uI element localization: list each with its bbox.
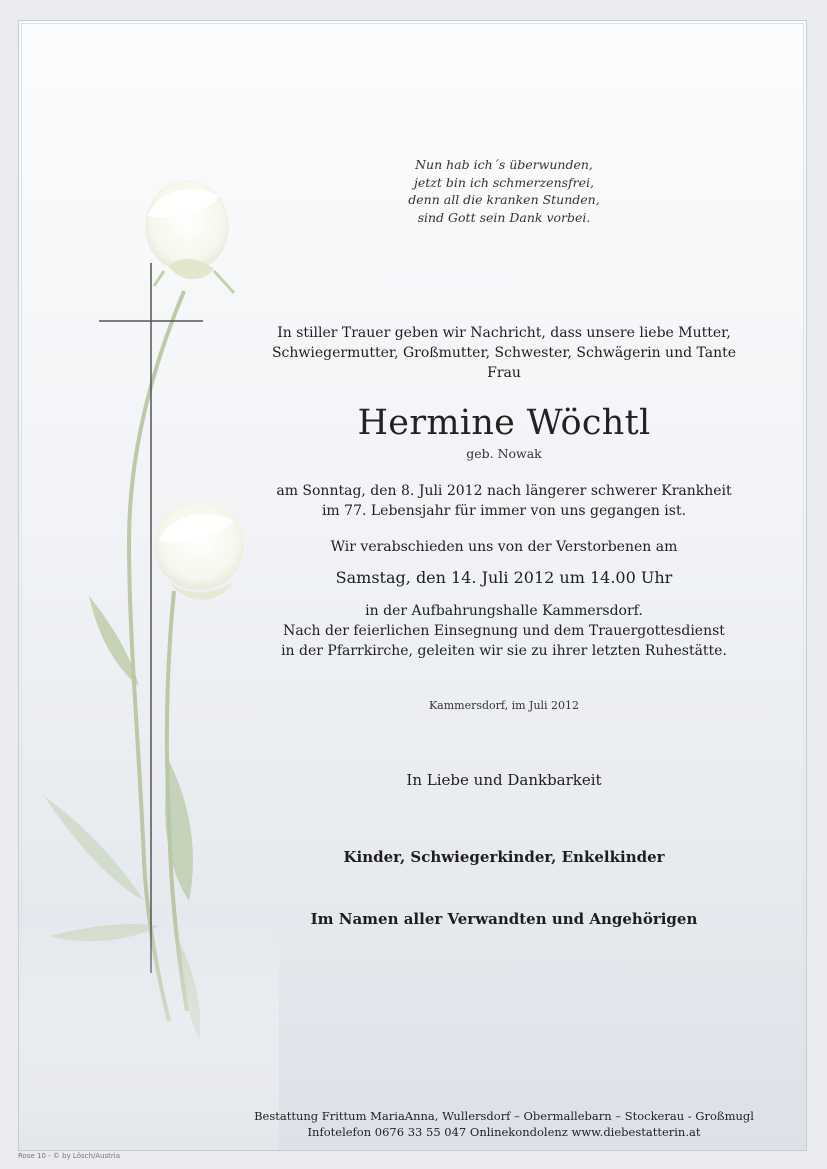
leaf [44, 796, 144, 901]
place-date: Kammersdorf, im Juli 2012 [428, 699, 580, 712]
closing-phrase: In Liebe und Dankbarkeit [406, 771, 602, 789]
deceased-name: Hermine Wöchtl [357, 403, 651, 443]
poem [249, 156, 759, 226]
venue-line: Nach der feierlichen Einsegnung und dem Trauergottesdienst [283, 623, 725, 639]
poem-line: sind Gott sein Dank vorbei. [417, 209, 591, 225]
announcement-line: In stiller Trauer geben wir Nachricht, dass unsere liebe Mutter, [277, 325, 731, 341]
poem-line: jetzt bin ich schmerzensfrei, [413, 174, 595, 190]
poem-line: Nun hab ich´s überwunden, [415, 157, 593, 172]
funeral-date: Samstag, den 14. Juli 2012 um 14.00 Uhr [335, 568, 673, 587]
farewell-intro: Wir verabschieden uns von der Verstorbenen am [330, 539, 678, 555]
birth-name: geb. Nowak [466, 446, 542, 461]
rose-bloom-upper [145, 180, 234, 293]
announcement [249, 323, 759, 383]
poem-line: denn all die kranken Stunden, [408, 192, 600, 207]
rose-illustration [19, 21, 279, 1150]
announcement-line: Frau [487, 365, 521, 381]
mourners-family: Kinder, Schwiegerkinder, Enkelkinder [343, 848, 665, 866]
death-notice-line: im 77. Lebensjahr für immer von uns gegangen ist. [321, 503, 687, 519]
venue-line: in der Pfarrkirche, geleiten wir sie zu ihrer letzten Ruhestätte. [281, 643, 727, 659]
venue-line: in der Aufbahrungshalle Kammersdorf. [365, 603, 643, 619]
death-notice [249, 481, 759, 521]
image-credit: Rose 10 - © by Lösch/Austria [18, 1152, 121, 1160]
mourners-relatives: Im Namen aller Verwandten und Angehörigen [310, 910, 698, 928]
footer [249, 1108, 759, 1140]
obituary-sheet [18, 20, 807, 1151]
death-notice-line: am Sonntag, den 8. Juli 2012 nach längerer schwerer Krankheit [276, 483, 732, 499]
footer-line: Bestattung Frittum MariaAnna, Wullersdorf – Obermallebarn – Stockerau - Großmugl [254, 1109, 754, 1123]
footer-line: Infotelefon 0676 33 55 047 Onlinekondolenz www.diebestatterin.at [307, 1125, 701, 1139]
leaf [165, 761, 193, 901]
funeral-venue [249, 601, 759, 661]
announcement-line: Schwiegermutter, Großmutter, Schwester, Schwägerin und Tante [271, 345, 737, 361]
rose-bloom-lower [154, 502, 244, 600]
